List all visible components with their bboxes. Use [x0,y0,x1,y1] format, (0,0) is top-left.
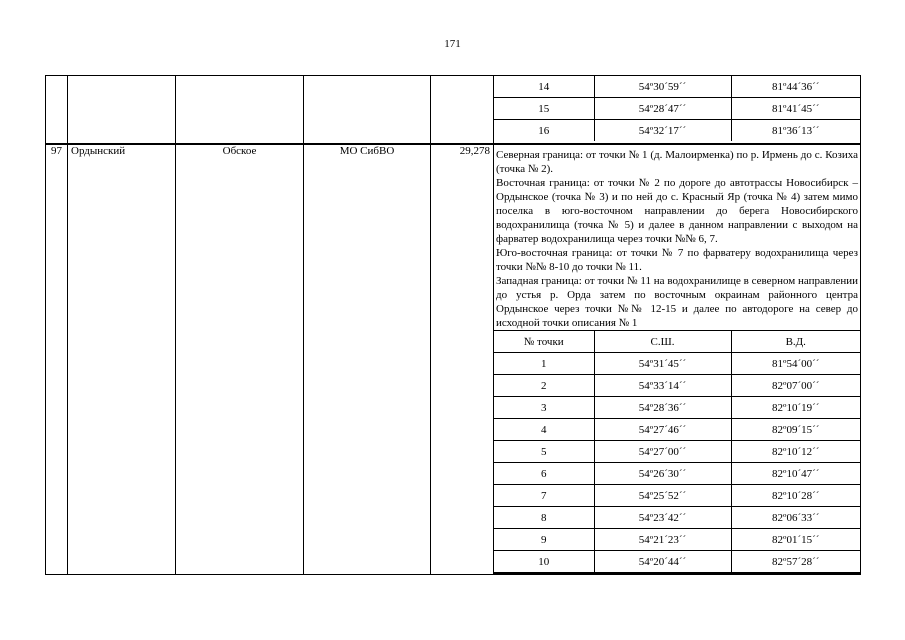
point-row [494,551,860,574]
hunting-grounds-table [45,75,861,575]
point-latitude: 54º20´44´´ [594,551,731,574]
record-area: 29,278 [431,144,494,575]
point-number: 3 [494,397,594,419]
point-longitude: 82º10´47´´ [731,463,860,485]
point-row [494,529,860,551]
point-longitude: 82º06´33´´ [731,507,860,529]
point-latitude: 54º27´46´´ [594,419,731,441]
point-number: 14 [494,76,594,98]
point-row [494,375,860,397]
header-latitude: С.Ш. [594,331,731,353]
points-header-row [494,331,860,353]
cell-organization [304,76,431,145]
point-latitude: 54º25´52´´ [594,485,731,507]
point-longitude: 82º10´12´´ [731,441,860,463]
continuation-row [46,76,861,145]
point-latitude: 54º28´47´´ [594,98,731,120]
record-organization: МО СибВО [304,144,431,575]
point-latitude: 54º31´45´´ [594,353,731,375]
continuation-points-table [494,76,860,141]
point-number: 5 [494,441,594,463]
point-longitude: 81º44´36´´ [731,76,860,98]
cell-hunting-ground [176,76,304,145]
point-number: 16 [494,120,594,142]
point-longitude: 82º10´28´´ [731,485,860,507]
boundary-southeast: Юго-восточная граница: от точки № 7 по фарватеру водохранилища через точки №№ 8-10 до точки № 11. [496,247,858,273]
boundary-north: Северная граница: от точки № 1 (д. Малоирменка) по р. Ирмень до с. Козиха (точка № 2). [496,149,858,175]
point-longitude: 82º57´28´´ [731,551,860,574]
record-hunting-ground: Обское [176,144,304,575]
point-row [494,353,860,375]
point-number: 7 [494,485,594,507]
boundary-east: Восточная граница: от точки № 2 по дороге до автотрассы Новосибирск – Ордынское (точка № 3) и по ней до с. Красный Яр (точка № 4) затем мимо поселка в юго-восточном направлении до берега Новосибирского водохранилища (точка № 5) и далее в данном направлении с выходом на фарватер водохранилища через точки №№ 6, 7. [496,177,858,245]
point-longitude: 82º07´00´´ [731,375,860,397]
point-latitude: 54º26´30´´ [594,463,731,485]
point-row [494,76,860,98]
point-latitude: 54º27´00´´ [594,441,731,463]
point-number: 4 [494,419,594,441]
points-table [494,330,860,574]
point-number: 6 [494,463,594,485]
point-row [494,463,860,485]
point-longitude: 82º09´15´´ [731,419,860,441]
page-number: 171 [444,38,461,50]
point-latitude: 54º30´59´´ [594,76,731,98]
point-longitude: 82º01´15´´ [731,529,860,551]
point-number: 15 [494,98,594,120]
point-latitude: 54º23´42´´ [594,507,731,529]
record-description [494,144,861,575]
record-row [46,144,861,575]
cell-number [46,76,68,145]
point-number: 2 [494,375,594,397]
point-number: 9 [494,529,594,551]
point-row [494,507,860,529]
point-row [494,120,860,142]
point-number: 10 [494,551,594,574]
point-latitude: 54º33´14´´ [594,375,731,397]
point-latitude: 54º32´17´´ [594,120,731,142]
point-row [494,397,860,419]
header-point-number: № точки [494,331,594,353]
boundary-west: Западная граница: от точки № 11 на водохранилище в северном направлении до устья р. Орда затем по восточным окраинам районного центра Ордынское через точки №№ 12-15 и далее по автодороге на север до исходной точки описания № 1 [496,275,858,329]
point-row [494,419,860,441]
point-longitude: 82º10´19´´ [731,397,860,419]
point-latitude: 54º28´36´´ [594,397,731,419]
cell-name [68,76,176,145]
point-longitude: 81º36´13´´ [731,120,860,142]
point-number: 8 [494,507,594,529]
cell-area [431,76,494,145]
point-row [494,98,860,120]
record-name: Ордынский [68,144,176,575]
point-row [494,485,860,507]
point-latitude: 54º21´23´´ [594,529,731,551]
cell-points [494,76,861,145]
point-row [494,441,860,463]
point-longitude: 81º54´00´´ [731,353,860,375]
point-number: 1 [494,353,594,375]
boundaries-description [494,145,860,330]
header-longitude: В.Д. [731,331,860,353]
record-number: 97 [46,144,68,575]
point-longitude: 81º41´45´´ [731,98,860,120]
